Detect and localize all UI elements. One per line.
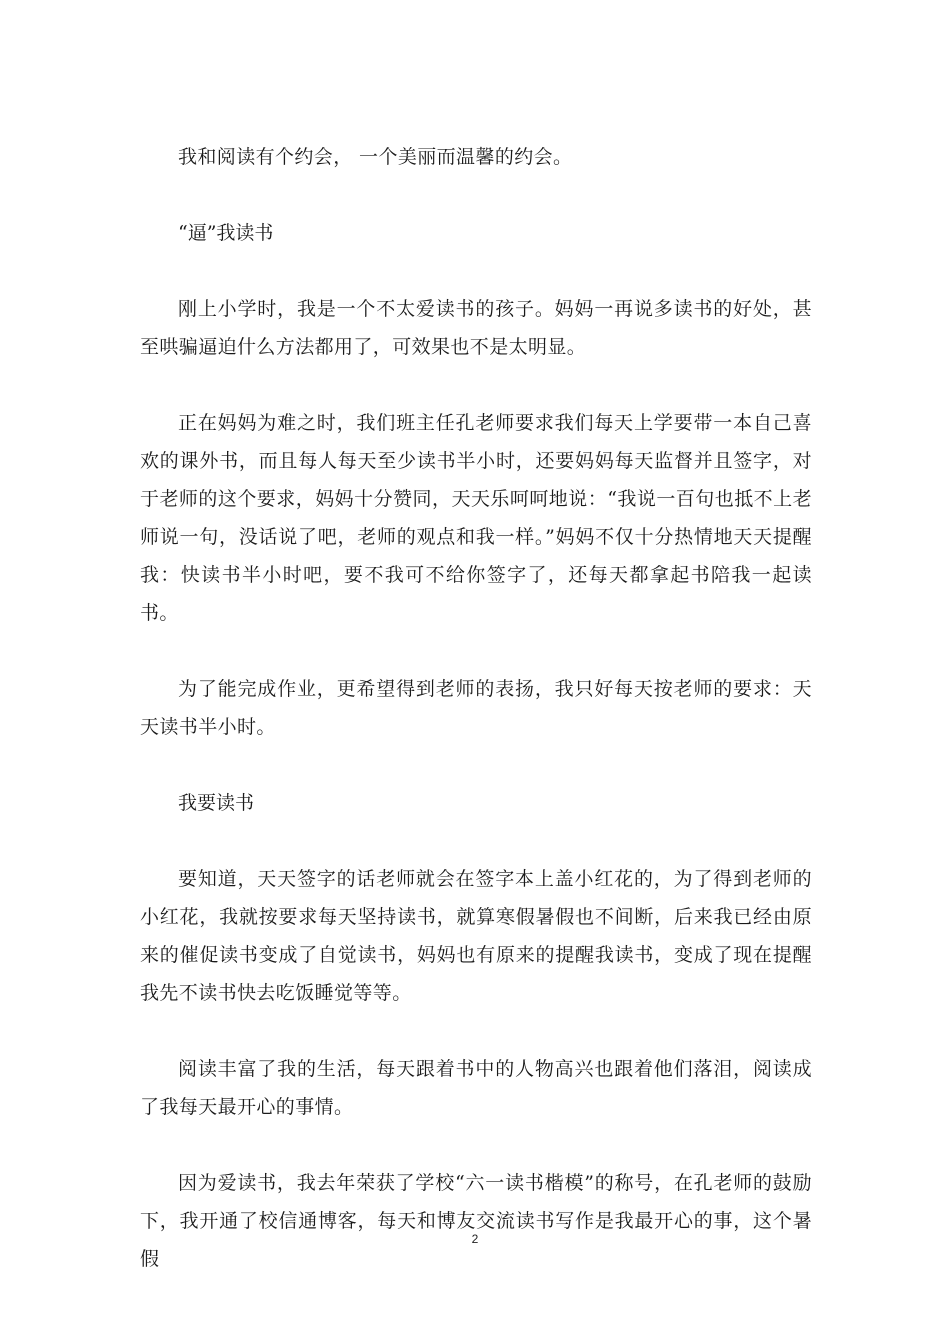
section-heading-i-want-to-read: 我要读书	[178, 792, 255, 814]
page-number: 2	[471, 1232, 479, 1246]
paragraph: 要知道，天天签字的话老师就会在签字本上盖小红花的，为了得到老师的小红花，我就按要求每天坚持读书，就算寒假暑假也不间断，后来我已经由原来的催促读书变成了自觉读书，妈妈也有原来的提醒我读书，变成了现在提醒我先不读书快去吃饭睡觉等等。	[140, 868, 812, 1004]
section-heading-forced-reading: “逼”我读书	[178, 222, 274, 244]
document-body	[140, 138, 812, 1316]
paragraph: 为了能完成作业，更希望得到老师的表扬，我只好每天按老师的要求：天天读书半小时。	[140, 678, 812, 738]
paragraph-intro: 我和阅读有个约会， 一个美丽而温馨的约会。	[178, 146, 573, 168]
paragraph: 因为爱读书，我去年荣获了学校“六一读书楷模”的称号，在孔老师的鼓励下，我开通了校信通博客，每天和博友交流读书写作是我最开心的事，这个暑假	[140, 1172, 812, 1270]
paragraph: 刚上小学时，我是一个不太爱读书的孩子。妈妈一再说多读书的好处，甚至哄骗逼迫什么方法都用了，可效果也不是太明显。	[140, 298, 812, 358]
paragraph: 正在妈妈为难之时，我们班主任孔老师要求我们每天上学要带一本自己喜欢的课外书，而且每人每天至少读书半小时，还要妈妈每天监督并且签字，对于老师的这个要求，妈妈十分赞同，天天乐呵呵地说：“我说一百句也抵不上老师说一句，没话说了吧，老师的观点和我一样。”妈妈不仅十分热情地天天提醒我：快读书半小时吧，要不我可不给你签字了，还每天都拿起书陪我一起读书。	[140, 412, 812, 624]
paragraph: 阅读丰富了我的生活，每天跟着书中的人物高兴也跟着他们落泪，阅读成了我每天最开心的事情。	[140, 1058, 812, 1118]
